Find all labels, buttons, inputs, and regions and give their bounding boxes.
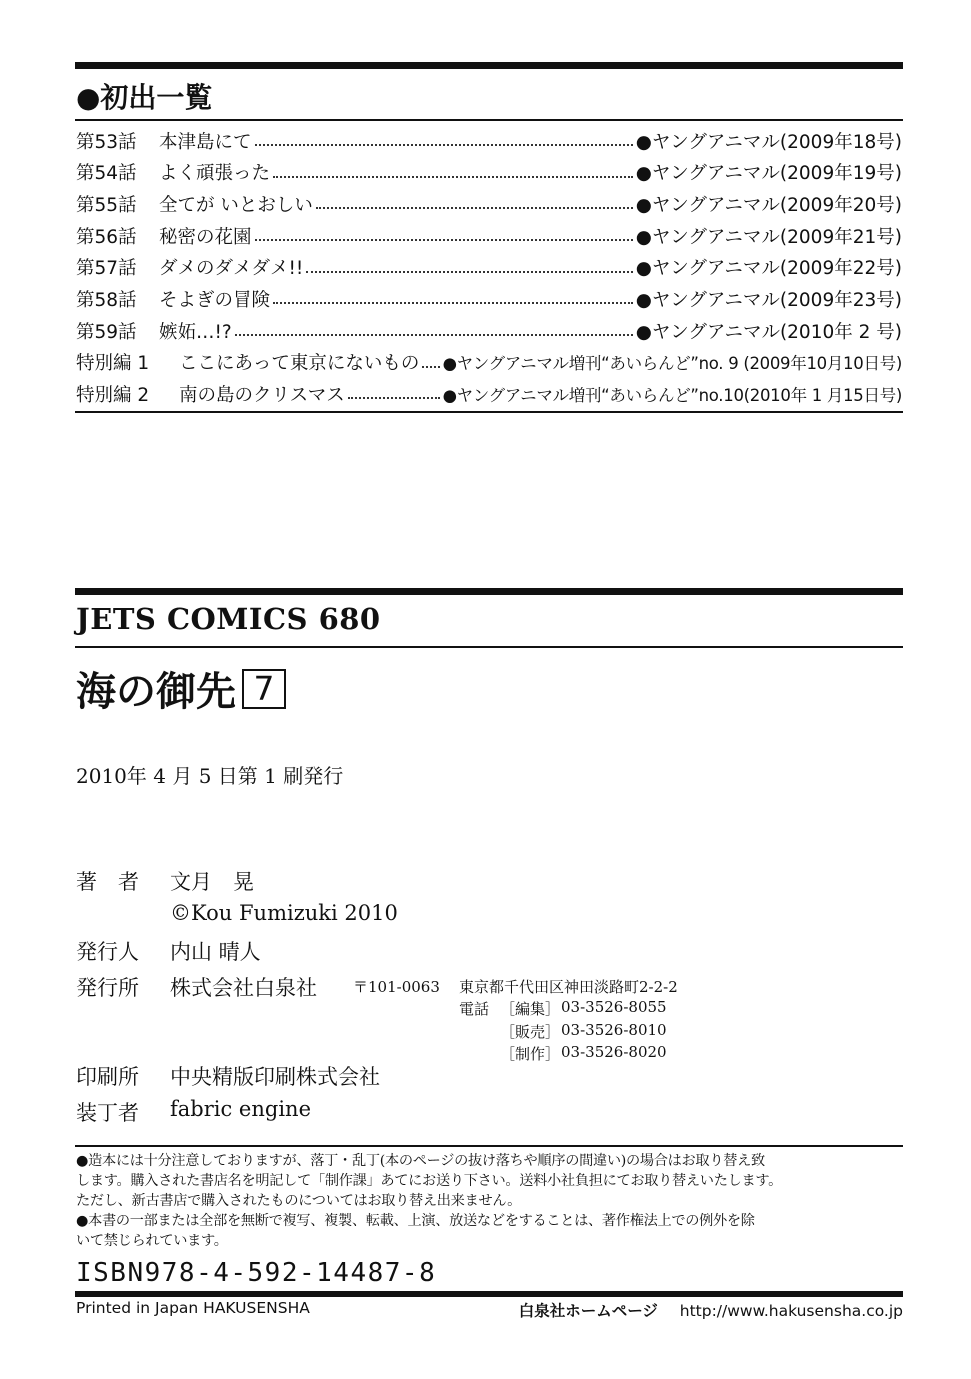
note-line: ただし、新古書店で購入されたものについてはお取り替え出来ません。 bbox=[76, 1193, 521, 1209]
first-appearance-heading: ●初出一覧 bbox=[76, 81, 213, 114]
chapter-title: ここにあって東京にないもの bbox=[179, 353, 420, 375]
phone-number: 03-3526-8010 bbox=[561, 1021, 667, 1039]
author-name: 文月 晃 bbox=[170, 870, 254, 894]
toc-row bbox=[76, 349, 902, 381]
chapter-number: 特別編 1 bbox=[76, 353, 150, 375]
homepage-url[interactable]: http://www.hakusensha.co.jp bbox=[679, 1302, 903, 1320]
toc-row bbox=[76, 285, 902, 317]
chapter-number: 第58話 bbox=[76, 290, 137, 312]
chapter-title: 嫉妬…!? bbox=[159, 321, 232, 343]
chapter-title: 本津島にて bbox=[159, 131, 252, 153]
leader-dots bbox=[273, 176, 633, 178]
printer-name: 中央精版印刷株式会社 bbox=[170, 1065, 380, 1089]
top-thick-rule bbox=[75, 62, 903, 69]
toc-row bbox=[76, 190, 902, 222]
toc-row bbox=[76, 127, 902, 159]
publication-date: 2010年 4 月 5 日第 1 刷発行 bbox=[76, 764, 344, 788]
publisher-label: 発行所 bbox=[76, 976, 139, 1000]
chapter-number: 特別編 2 bbox=[76, 385, 150, 407]
note-line: いて禁じられています。 bbox=[76, 1233, 228, 1249]
note-line: ●本書の一部または全部を無断で複写、複製、転載、上演、放送などをすることは、著作権法上での例外を除 bbox=[76, 1213, 755, 1229]
isbn: ISBN978-4-592-14487-8 bbox=[76, 1258, 437, 1288]
chapter-source: ●ヤングアニマル増刊“あいらんど”no. 9 (2009年10月10日号) bbox=[442, 354, 902, 374]
leader-dots bbox=[316, 207, 633, 209]
address: 東京都千代田区神田淡路町2-2-2 bbox=[459, 978, 678, 996]
publisher-person-label: 発行人 bbox=[76, 940, 139, 964]
chapter-number: 第54話 bbox=[76, 163, 137, 185]
leader-dots bbox=[273, 302, 633, 304]
chapter-title: 南の島のクリスマス bbox=[179, 385, 345, 407]
chapter-source: ●ヤングアニマル(2009年20号) bbox=[635, 194, 902, 216]
chapter-number: 第56話 bbox=[76, 226, 137, 248]
phone-label: 電話 bbox=[459, 1000, 490, 1018]
chapter-source: ●ヤングアニマル増刊“あいらんど”no.10(2010年 1 月15日号) bbox=[442, 386, 902, 406]
toc-row bbox=[76, 254, 902, 286]
chapter-title: 秘密の花園 bbox=[159, 226, 252, 248]
design-name: fabric engine bbox=[170, 1097, 311, 1121]
printed-in: Printed in Japan HAKUSENSHA bbox=[76, 1299, 310, 1317]
chapter-title: 全てが いとおしい bbox=[159, 194, 313, 216]
chapter-source: ●ヤングアニマル(2009年22号) bbox=[635, 258, 902, 280]
legal-notes bbox=[76, 1151, 916, 1251]
book-title-block bbox=[76, 660, 286, 717]
colophon-thick-rule bbox=[75, 588, 903, 595]
phone-dept: ［編集］ bbox=[500, 1000, 561, 1018]
leader-dots bbox=[235, 334, 633, 336]
leader-dots bbox=[348, 397, 440, 399]
series-name: JETS COMICS 680 bbox=[76, 602, 381, 636]
phone-dept: ［制作］ bbox=[500, 1045, 561, 1063]
postal-code: 〒101-0063 bbox=[353, 978, 440, 996]
leader-dots bbox=[422, 366, 439, 368]
copyright: ©Kou Fumizuki 2010 bbox=[170, 901, 398, 925]
leader-dots bbox=[306, 271, 632, 273]
volume-number: 7 bbox=[242, 669, 286, 709]
publisher-name: 株式会社白泉社 bbox=[170, 976, 317, 1000]
chapter-source: ●ヤングアニマル(2009年21号) bbox=[635, 226, 902, 248]
note-line: します。購入された書店名を明記して「制作課」あてにお送り下さい。送料小社負担にてお取り替えいたします。 bbox=[76, 1173, 782, 1189]
phone-dept: ［販売］ bbox=[500, 1023, 561, 1041]
leader-dots bbox=[255, 144, 633, 146]
design-label: 装丁者 bbox=[76, 1101, 139, 1125]
chapter-number: 第55話 bbox=[76, 194, 137, 216]
chapter-title: ダメのダメダメ!! bbox=[159, 258, 304, 280]
author-label: 著 者 bbox=[76, 870, 139, 894]
toc-row bbox=[76, 381, 902, 413]
toc-row bbox=[76, 317, 902, 349]
chapter-source: ●ヤングアニマル(2009年19号) bbox=[635, 163, 902, 185]
toc-row bbox=[76, 222, 902, 254]
chapter-source: ●ヤングアニマル(2009年23号) bbox=[635, 290, 902, 312]
chapter-title: よく頑張った bbox=[159, 163, 271, 185]
chapter-source: ●ヤングアニマル(2010年 2 号) bbox=[635, 321, 902, 343]
heading-rule bbox=[75, 119, 903, 121]
phone-number: 03-3526-8055 bbox=[561, 998, 667, 1016]
book-title: 海の御先 bbox=[76, 669, 236, 715]
chapter-number: 第57話 bbox=[76, 258, 137, 280]
leader-dots bbox=[255, 239, 633, 241]
toc-row bbox=[76, 159, 902, 191]
homepage-label: 白泉社ホームページ bbox=[518, 1302, 658, 1320]
series-rule bbox=[75, 646, 903, 648]
chapter-source: ●ヤングアニマル(2009年18号) bbox=[635, 131, 902, 153]
homepage-block bbox=[519, 1299, 903, 1321]
note-line: ●造本には十分注意しておりますが、落丁・乱丁(本のページの抜け落ちや順序の間違い)の場合はお取り替え致 bbox=[76, 1153, 765, 1169]
notes-rule bbox=[75, 1145, 903, 1147]
chapter-number: 第59話 bbox=[76, 321, 137, 343]
publisher-person: 内山 晴人 bbox=[170, 940, 261, 964]
chapter-title: そよぎの冒険 bbox=[159, 290, 271, 312]
chapter-number: 第53話 bbox=[76, 131, 137, 153]
footer-thick-rule bbox=[75, 1291, 903, 1297]
printer-label: 印刷所 bbox=[76, 1065, 139, 1089]
first-appearance-list bbox=[76, 127, 902, 412]
phone-number: 03-3526-8020 bbox=[561, 1043, 667, 1061]
